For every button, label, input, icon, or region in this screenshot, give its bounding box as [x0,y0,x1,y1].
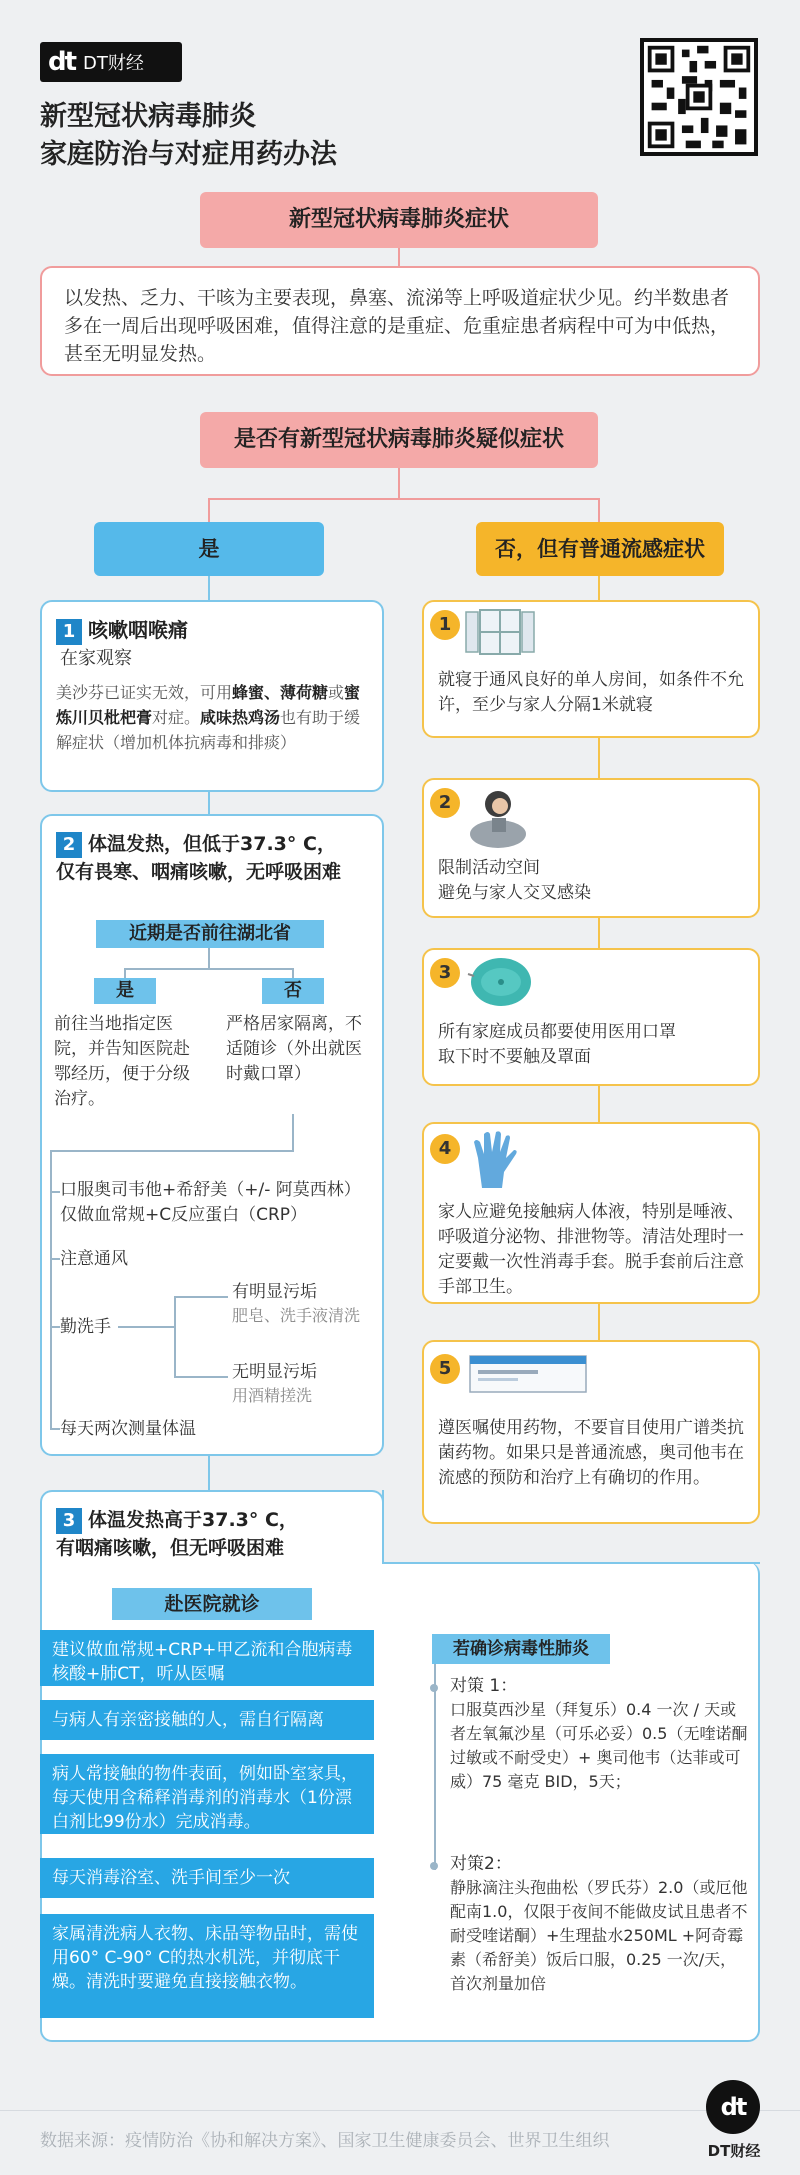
footer-logo-icon: dt [706,2080,760,2134]
symptoms-heading: 新型冠状病毒肺炎症状 [200,192,598,248]
mask-icon [466,954,536,1012]
connector [598,918,600,948]
brand-logo [40,42,182,82]
connector [292,968,294,978]
connector [124,968,126,978]
wash-a-sub: 肥皂、洗手液清洗 [232,1306,361,1325]
hospital-advice-5: 家属清洗病人衣物、床品等物品时，需使用60° C-90° C的热水机洗，并彻底干燥。清洗时要避免直接接触衣物。 [40,1914,374,2018]
connector [434,1664,436,1870]
yes-step-2-card [40,814,384,1456]
plan-1-title: 对策 1： [450,1676,518,1696]
plan-2-title: 对策2： [450,1854,512,1874]
logo-mark: dt [48,47,76,77]
step-3-title-line-1: 体温发热高于37.3° C， [88,1509,298,1531]
care-item-2: 注意通风 [60,1249,128,1269]
step-3-title-line-2: 有咽痛咳嗽，但无呼吸困难 [56,1537,285,1559]
plan-1 [450,1674,750,1794]
care-item-4: 每天两次测量体温 [60,1419,196,1439]
step-1-title-row [56,616,368,645]
step-1-highlight-c: 咸味热鸡汤 [200,708,281,727]
hubei-no-text: 严格居家隔离，不适随诊（外出就医时戴口罩） [226,1014,362,1084]
hospital-advice-3: 病人常接触的物件表面，例如卧室家具，每天使用含稀释消毒剂的消毒水（1份漂白剂比99份水）完成消毒。 [40,1754,374,1834]
title-line-1: 新型冠状病毒肺炎 [40,101,256,132]
connector [208,498,598,500]
step-1-highlight-b: 蜜炼川贝枇杷膏 [56,683,361,727]
step-1-text-b: 或 [328,683,345,702]
wash-b-title: 无明显污垢 [232,1362,317,1382]
sick-person-icon [464,784,534,850]
qr-code-icon [640,38,758,156]
no-step-2-card [422,778,760,918]
no-step-2-number: 2 [430,788,460,818]
connector [382,1490,384,1564]
step-3-title [56,1506,368,1562]
bullet-dot [430,1684,438,1692]
logo-text: DT财经 [83,53,144,74]
symptoms-text: 以发热、乏力、干咳为主要表现，鼻塞、流涕等上呼吸道症状少见。约半数患者多在一周后出现呼吸困难，值得注意的是重症、危重症患者病程中可为中低热，甚至无明显发热。 [64,287,730,365]
step-1-text-c: 对症。 [152,708,201,727]
connector [398,468,400,498]
connector [124,968,294,970]
glove-icon [468,1128,528,1190]
connector [208,1456,210,1490]
connector [384,1562,760,1564]
no-step-3-number: 3 [430,958,460,988]
wash-b-sub: 用酒精搓洗 [232,1386,313,1405]
footer-divider [0,2110,800,2111]
no-step-5-text: 遵医嘱使用药物，不要盲目使用广谱类抗菌药物。如果只是普通流感，奥司他韦在流感的预防和治疗上有确切的作用。 [438,1418,744,1488]
no-step-1-card [422,600,760,738]
no-step-2-text: 限制活动空间 避免与家人交叉感染 [438,858,591,903]
no-branch-label: 否，但有普通流感症状 [476,522,724,576]
connector [598,498,600,522]
connector [50,1258,60,1260]
footer-brand: DT财经 [707,2142,761,2160]
step-3-number: 3 [56,1508,82,1534]
no-step-5-number: 5 [430,1354,460,1384]
connector [118,1326,174,1328]
no-step-1-text: 就寝于通风良好的单人房间，如条件不允许，至少与家人分隔1米就寝 [438,670,744,715]
window-icon [464,606,536,660]
step-1-text-a: 美沙芬已证实无效，可用 [56,683,233,702]
step-1-title: 咳嗽咽喉痛 [88,618,188,642]
connector [208,498,210,522]
no-step-1-number: 1 [430,610,460,640]
connector [174,1296,176,1376]
confirmed-tag: 若确诊病毒性肺炎 [432,1634,610,1664]
hospital-advice-4: 每天消毒浴室、洗手间至少一次 [40,1858,374,1898]
page-title [40,98,337,174]
no-step-4-number: 4 [430,1134,460,1164]
step-2-number: 2 [56,832,82,858]
connector [598,738,600,778]
step-2-title [56,830,368,886]
step-2-title-line-2: 仅有畏寒、咽痛咳嗽，无呼吸困难 [56,861,342,883]
connector [174,1296,228,1298]
hospital-advice-1: 建议做血常规+CRP+甲乙流和合胞病毒核酸+肺CT，听从医嘱 [40,1630,374,1686]
bullet-dot [430,1862,438,1870]
connector [50,1191,60,1193]
connector [208,576,210,600]
no-step-5-card [422,1340,760,1524]
connector [208,792,210,814]
connector [50,1326,60,1328]
plan-2 [450,1852,750,1996]
hubei-yes-text: 前往当地指定医院，并告知医院赴鄂经历，便于分级治疗。 [54,1014,190,1109]
connector [50,1150,294,1152]
hubei-yes-tag: 是 [94,978,156,1004]
hospital-advice-2: 与病人有亲密接触的人，需自行隔离 [40,1700,374,1740]
wash-a-title: 有明显污垢 [232,1282,317,1302]
symptoms-card [40,266,760,376]
question-heading: 是否有新型冠状病毒肺炎疑似症状 [200,412,598,468]
step-1-text-d: 也有助于缓解症状（增加机体抗病毒和排痰） [56,708,361,752]
step-1-number: 1 [56,619,82,645]
connector [398,248,400,268]
care-item-1: 口服奥司韦他+希舒美（+/- 阿莫西林）仅做血常规+C反应蛋白（CRP） [60,1180,361,1225]
medicine-box-icon [468,1352,588,1396]
connector [50,1428,60,1430]
connector [598,1304,600,1340]
care-item-3: 勤洗手 [60,1317,111,1337]
plan-1-text: 口服莫西沙星（拜复乐）0.4 一次 / 天或者左氧氟沙星（可乐必妥）0.5（无喹诺酮过敏或不耐受史）+ 奥司他韦（达菲或可威）75 毫克 BID，5天； [450,1700,748,1791]
step-1-sub: 在家观察 [60,648,132,669]
no-step-4-text: 家人应避免接触病人体液，特别是唾液、呼吸道分泌物、排泄物等。清洁处理时一定要戴一次性消毒手套。脱手套前后注意手部卫生。 [438,1202,744,1297]
connector [598,1086,600,1122]
connector [292,1114,294,1150]
no-step-3-card [422,948,760,1086]
hubei-question: 近期是否前往湖北省 [96,920,324,948]
no-step-4-card [422,1122,760,1304]
step-1-highlight-a: 蜂蜜、薄荷糖 [232,683,329,702]
wash-option-a [232,1280,360,1328]
no-step-3-text: 所有家庭成员都要使用医用口罩 取下时不要触及罩面 [438,1022,676,1067]
step-1-text [56,680,368,755]
yes-step-1-card [40,600,384,792]
footer-source: 数据来源：疫情防治《协和解决方案》、国家卫生健康委员会、世界卫生组织 [40,2131,610,2151]
yes-branch-label: 是 [94,522,324,576]
title-line-2: 家庭防治与对症用药办法 [40,139,337,170]
wash-option-b [232,1360,317,1408]
connector [174,1376,228,1378]
hubei-no-tag: 否 [262,978,324,1004]
step-2-title-line-1: 体温发热，但低于37.3° C， [88,833,336,855]
go-hospital-tag: 赴医院就诊 [112,1588,312,1620]
plan-2-text: 静脉滴注头孢曲松（罗氏芬）2.0（或厄他配南1.0，仅限于夜间不能做皮试且患者不耐受喹诺酮）+生理盐水250ML +阿奇霉素（希舒美）饭后口服，0.25 一次/天，首次剂量加倍 [450,1878,748,1993]
connector [208,948,210,968]
connector [598,576,600,600]
qr-code-graphic [644,42,754,152]
